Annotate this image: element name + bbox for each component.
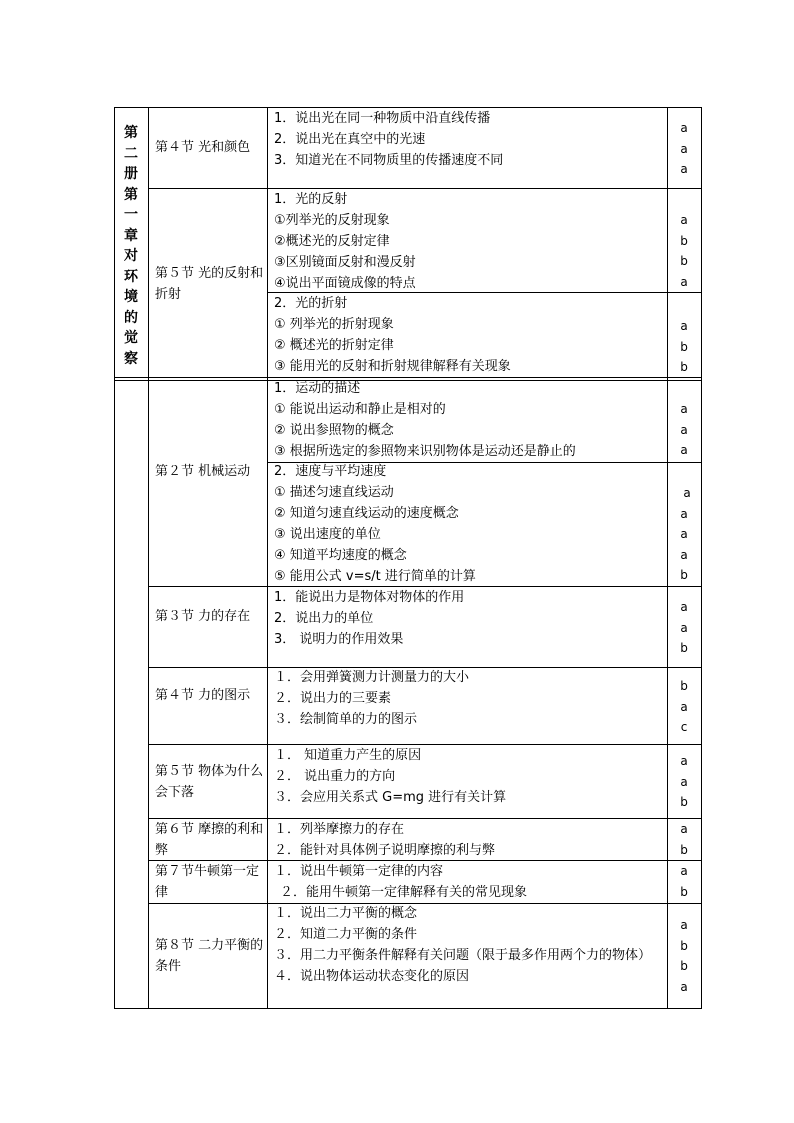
level-value: a [680,864,688,878]
objective-item: ① 列举光的折射现象 [274,317,394,332]
column-divider [148,107,149,1008]
level-list [670,597,698,659]
column-divider [667,107,668,1008]
section-title: 第２节 机械运动 [155,464,251,479]
objective-item: ２．能针对具体例子说明摩擦的利与弊 [274,843,496,858]
objective-item: ④说出平面镜成像的特点 [274,276,416,291]
objective-item: １．说出牛顿第一定律的内容 [274,864,444,879]
objective-item: ③ 能用光的反射和折射规律解释有关现象 [274,359,511,374]
level-list [670,316,698,378]
section-title: 第７节牛顿第一定律 [155,864,260,900]
chapter-cell [116,112,146,380]
level-value: a [680,213,688,227]
section-title: 第５节 物体为什么会下落 [155,764,264,800]
objective-item: ４．说出物体运动状态变化的原因 [274,969,470,984]
objective-item: ③区别镜面反射和漫反射 [274,255,416,270]
level-value: b [680,360,688,374]
section-title: 第５节 光的反射和折射 [155,266,264,302]
level-list [670,819,698,860]
level-value: a [680,600,688,614]
objective-item: ①列举光的反射现象 [274,213,390,228]
level-value: a [680,699,688,714]
level-value: c [680,720,688,734]
objective-item: ② 说出参照物的概念 [274,423,394,438]
objective-item: 2．说出力的单位 [274,611,374,626]
level-value: a [680,319,688,333]
objective-item: ３．用二力平衡条件解释有关问题（限于最多作用两个力的物体） [274,948,652,963]
level-list [670,861,698,902]
level-value: b [680,679,688,693]
objective-item: 1．运动的描述 [274,381,361,396]
level-value: b [680,938,688,953]
level-value: a [680,979,688,994]
level-value: a [680,754,688,768]
level-list [670,210,698,292]
objective-item: ⑤ 能用公式 v=s/t 进行简单的计算 [274,569,476,584]
chapter-title: 第二册第一章对环境的觉察 [124,125,138,367]
objective-list [274,819,662,861]
objective-item: 2．光的折射 [274,296,348,311]
level-value: a [680,774,688,789]
objective-item: 3． 说明力的作用效果 [274,632,404,647]
objective-item: ３．绘制简单的力的图示 [274,712,418,727]
objective-item: ② 概述光的折射定律 [274,338,394,353]
objective-list [274,587,662,650]
level-value: b [680,884,688,899]
objective-item: 1．说出光在同一种物质中沿直线传播 [274,111,491,126]
level-value: b [680,842,688,857]
objective-item: ③ 根据所选定的参照物来识别物体是运动还是静止的 [274,444,576,459]
level-value: a [680,402,688,416]
objective-list [274,108,662,171]
objective-list [274,861,662,903]
level-value: b [680,339,688,354]
objective-list [274,378,662,462]
objective-item: ２．知道二力平衡的条件 [274,927,418,942]
objective-item: ④ 知道平均速度的概念 [274,548,407,563]
level-value: a [680,918,688,932]
objective-list [274,189,662,294]
level-list [670,399,698,461]
level-value: a [680,506,688,521]
column-divider [267,107,268,1008]
objective-item: 1．光的反射 [274,192,348,207]
objective-item: 3．知道光在不同物质里的传播速度不同 [274,153,504,168]
objective-item: ② 知道匀速直线运动的速度概念 [274,506,459,521]
table-right-border [701,107,702,1008]
table-left-border [114,107,115,1008]
level-value: a [680,274,688,289]
objective-list [274,903,662,987]
section-title: 第４节 光和颜色 [155,140,251,155]
level-value: a [680,547,688,562]
level-value: a [680,822,688,836]
level-value: b [680,959,688,973]
level-value: b [680,254,688,268]
objective-item: ③ 说出速度的单位 [274,527,381,542]
level-value: a [683,486,691,500]
objective-item: １．说出二力平衡的概念 [274,906,418,921]
level-value: a [680,121,688,135]
level-value: a [680,162,688,176]
section-title: 第４节 力的图示 [155,688,251,703]
section-title: 第６节 摩擦的利和弊 [155,822,264,858]
level-value: a [680,141,688,156]
objective-item: ２．能用牛顿第一定律解释有关的常见现象 [280,885,528,900]
level-value: b [680,641,688,655]
table-bottom-border [114,1008,702,1009]
section-title: 第８节 二力平衡的条件 [155,938,264,974]
objective-item: ２．说出力的三要素 [274,691,392,706]
objective-list [274,461,662,587]
objective-item: ① 能说出运动和静止是相对的 [274,402,446,417]
objective-list [274,667,662,730]
objective-list [274,293,662,377]
objective-item: ① 描述匀速直线运动 [274,485,394,500]
level-list [670,483,698,586]
level-value: b [680,233,688,248]
objective-item: ３．会应用关系式 G=mg 进行有关计算 [274,790,507,805]
level-value: a [680,443,688,457]
objective-item: 2．说出光在真空中的光速 [274,132,426,147]
level-list [670,915,698,997]
section-title: 第３节 力的存在 [155,609,251,624]
level-value: a [680,527,688,541]
level-value: a [680,620,688,635]
objective-item: 1．能说出力是物体对物体的作用 [274,590,465,605]
objective-item: ２． 说出重力的方向 [274,769,396,784]
objective-item: １．列举摩擦力的存在 [274,822,405,837]
level-value: a [680,422,688,437]
level-list [670,676,698,738]
level-list [670,751,698,813]
objective-item: １． 知道重力产生的原因 [274,748,422,763]
objective-item: 2．速度与平均速度 [274,464,387,479]
objective-item: ②概述光的反射定律 [274,234,390,249]
level-value: b [680,795,688,809]
objective-list [274,745,662,808]
level-list [670,118,698,180]
objective-item: １．会用弹簧测力计测量力的大小 [274,670,470,685]
level-value: b [680,568,688,582]
